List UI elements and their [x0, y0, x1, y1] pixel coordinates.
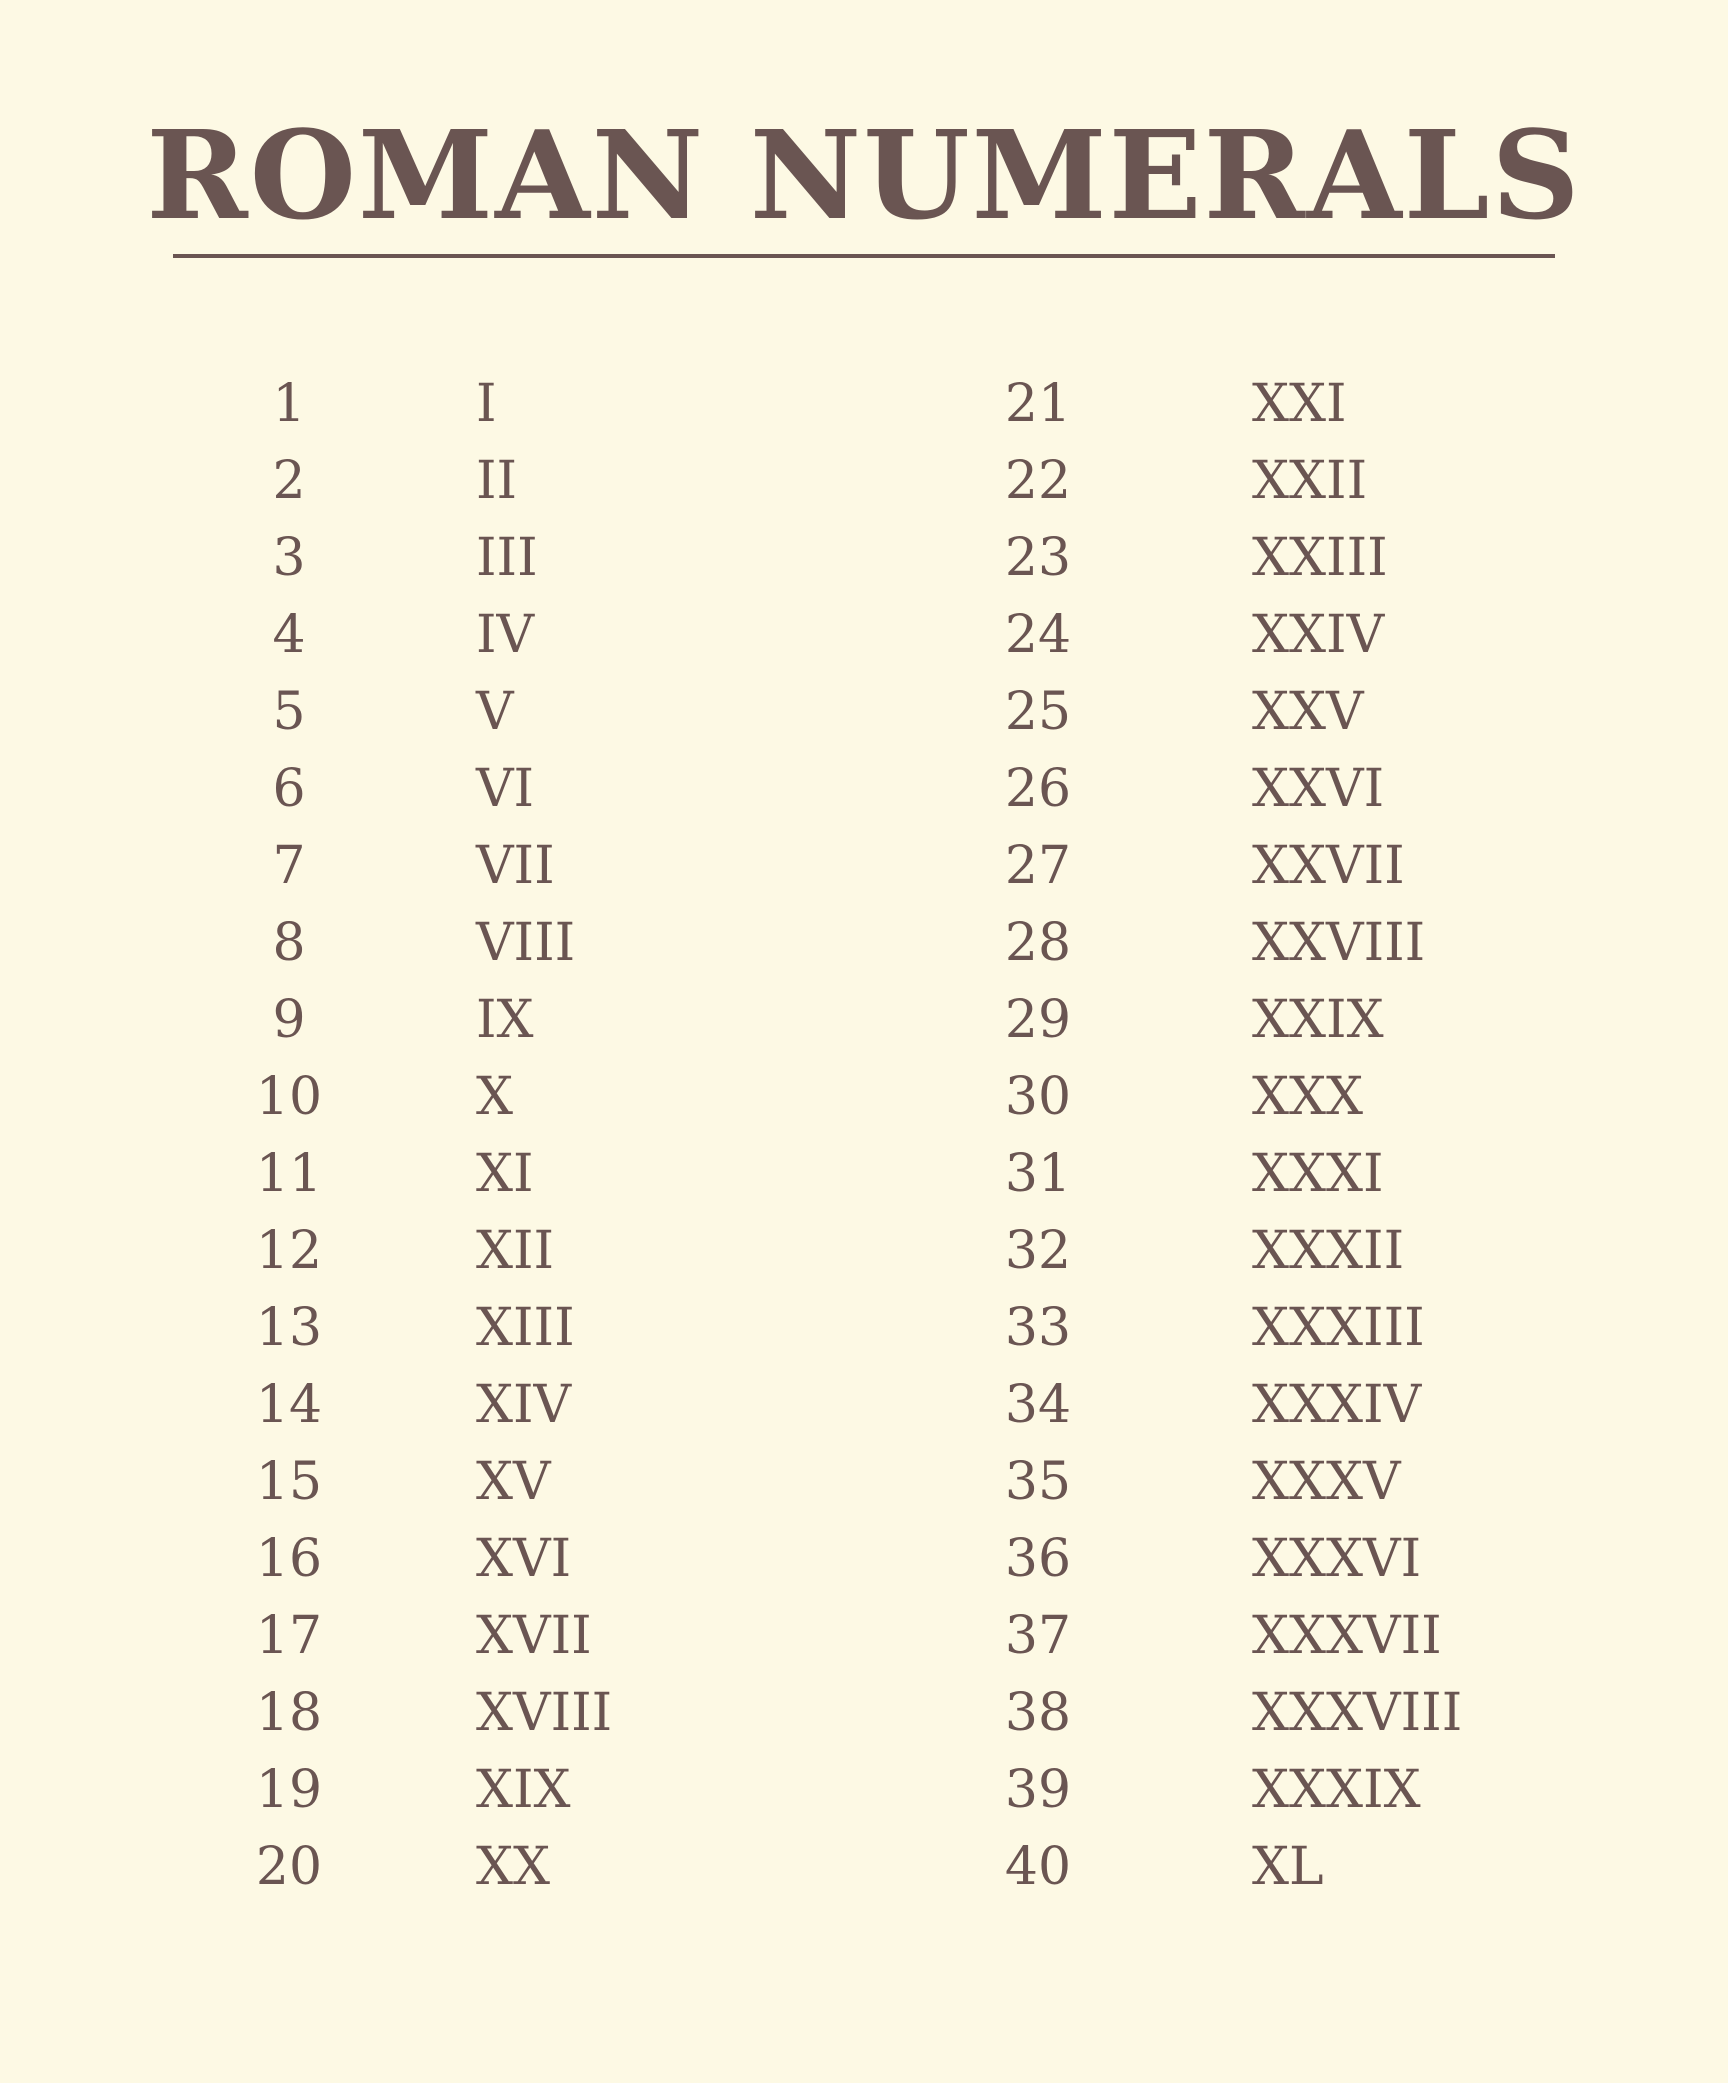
roman-numeral: XXXV: [1252, 1452, 1401, 1512]
roman-numeral: IV: [476, 605, 535, 665]
numeral-row: [0, 1675, 860, 1752]
arabic-number: 14: [255, 1375, 323, 1435]
arabic-number: 10: [255, 1067, 323, 1127]
roman-numeral: XVI: [476, 1529, 572, 1589]
arabic-number: 34: [1004, 1375, 1072, 1435]
numeral-row: [0, 443, 860, 520]
numeral-row: [0, 1059, 860, 1136]
arabic-number: 11: [255, 1144, 323, 1204]
arabic-number: 32: [1004, 1221, 1072, 1281]
arabic-number: 35: [1004, 1452, 1072, 1512]
numeral-row: [0, 982, 860, 1059]
roman-numeral: XV: [476, 1452, 551, 1512]
roman-numeral: XXVIII: [1252, 913, 1426, 973]
arabic-number: 19: [255, 1760, 323, 1820]
arabic-number: 37: [1004, 1606, 1072, 1666]
roman-numeral: XXIX: [1252, 990, 1384, 1050]
arabic-number: 31: [1004, 1144, 1072, 1204]
arabic-number: 39: [1004, 1760, 1072, 1820]
arabic-number: 21: [1004, 374, 1072, 434]
roman-numeral: XXXVIII: [1252, 1683, 1463, 1743]
arabic-number: 30: [1004, 1067, 1072, 1127]
numeral-row: [860, 520, 1728, 597]
numeral-row: [860, 905, 1728, 982]
numeral-row: [860, 1367, 1728, 1444]
arabic-number: 28: [1004, 913, 1072, 973]
numeral-row: [0, 1444, 860, 1521]
roman-numeral: XI: [476, 1144, 534, 1204]
numeral-column-right: [860, 366, 1728, 1906]
roman-numeral: XIII: [476, 1298, 575, 1358]
arabic-number: 40: [1004, 1837, 1072, 1897]
roman-numeral: VII: [476, 836, 555, 896]
arabic-number: 27: [1004, 836, 1072, 896]
numeral-row: [0, 751, 860, 828]
arabic-number: 3: [272, 528, 306, 588]
numeral-row: [860, 1444, 1728, 1521]
numeral-row: [860, 982, 1728, 1059]
numeral-row: [0, 1136, 860, 1213]
roman-numeral: X: [476, 1067, 514, 1127]
numeral-row: [860, 1752, 1728, 1829]
numeral-row: [860, 366, 1728, 443]
roman-numeral: XXXII: [1252, 1221, 1405, 1281]
arabic-number: 17: [255, 1606, 323, 1666]
numeral-row: [860, 1290, 1728, 1367]
page-title: ROMAN NUMERALS: [146, 103, 1582, 247]
numeral-row: [0, 1367, 860, 1444]
roman-numeral: XX: [476, 1837, 551, 1897]
numeral-row: [860, 674, 1728, 751]
arabic-number: 25: [1004, 682, 1072, 742]
arabic-number: 26: [1004, 759, 1072, 819]
roman-numeral: XXVII: [1252, 836, 1405, 896]
numeral-row: [860, 751, 1728, 828]
roman-numeral: XVII: [476, 1606, 592, 1666]
arabic-number: 12: [255, 1221, 323, 1281]
arabic-number: 20: [255, 1837, 323, 1897]
numeral-row: [860, 597, 1728, 674]
numeral-row: [0, 828, 860, 905]
roman-numeral: XII: [476, 1221, 555, 1281]
arabic-number: 2: [272, 451, 306, 511]
numeral-row: [0, 674, 860, 751]
roman-numeral: I: [476, 374, 497, 434]
arabic-number: 13: [255, 1298, 323, 1358]
arabic-number: 16: [255, 1529, 323, 1589]
roman-numeral: XXXI: [1252, 1144, 1384, 1204]
roman-numeral: IX: [476, 990, 534, 1050]
arabic-number: 22: [1004, 451, 1072, 511]
numeral-column-left: [0, 366, 860, 1906]
roman-numeral: III: [476, 528, 538, 588]
roman-numeral: XL: [1252, 1837, 1324, 1897]
numeral-row: [860, 1136, 1728, 1213]
roman-numeral: XXXIX: [1252, 1760, 1421, 1820]
roman-numeral: XXXVII: [1252, 1606, 1442, 1666]
numeral-row: [0, 1521, 860, 1598]
roman-numeral: XXV: [1252, 682, 1364, 742]
arabic-number: 38: [1004, 1683, 1072, 1743]
roman-numeral: II: [476, 451, 518, 511]
numeral-row: [860, 1598, 1728, 1675]
arabic-number: 1: [272, 374, 306, 434]
numeral-row: [860, 1213, 1728, 1290]
roman-numeral: XXXIII: [1252, 1298, 1425, 1358]
arabic-number: 4: [272, 605, 306, 665]
title-divider: [173, 254, 1555, 258]
numeral-row: [860, 1675, 1728, 1752]
arabic-number: 8: [272, 913, 306, 973]
roman-numeral: XXIV: [1252, 605, 1385, 665]
arabic-number: 9: [272, 990, 306, 1050]
arabic-number: 29: [1004, 990, 1072, 1050]
numeral-row: [0, 1752, 860, 1829]
roman-numeral: VI: [476, 759, 535, 819]
arabic-number: 18: [255, 1683, 323, 1743]
arabic-number: 7: [272, 836, 306, 896]
numeral-row: [0, 520, 860, 597]
numeral-row: [0, 1290, 860, 1367]
roman-numeral: XXXVI: [1252, 1529, 1422, 1589]
numeral-row: [860, 1521, 1728, 1598]
numeral-row: [860, 828, 1728, 905]
roman-numeral: XIX: [476, 1760, 571, 1820]
arabic-number: 24: [1004, 605, 1072, 665]
numeral-row: [0, 905, 860, 982]
numeral-row: [860, 1059, 1728, 1136]
arabic-number: 36: [1004, 1529, 1072, 1589]
numeral-row: [0, 597, 860, 674]
numeral-row: [860, 1829, 1728, 1906]
arabic-number: 23: [1004, 528, 1072, 588]
roman-numeral: XVIII: [476, 1683, 613, 1743]
roman-numeral: XXX: [1252, 1067, 1364, 1127]
arabic-number: 6: [272, 759, 306, 819]
roman-numeral: XXIII: [1252, 528, 1388, 588]
roman-numeral: XIV: [476, 1375, 572, 1435]
numeral-row: [0, 366, 860, 443]
roman-numeral: XXII: [1252, 451, 1368, 511]
roman-numeral: V: [476, 682, 514, 742]
numeral-row: [0, 1829, 860, 1906]
numeral-row: [860, 443, 1728, 520]
arabic-number: 15: [255, 1452, 323, 1512]
roman-numeral: XXVI: [1252, 759, 1385, 819]
roman-numeral: VIII: [476, 913, 576, 973]
roman-numeral: XXXIV: [1252, 1375, 1422, 1435]
roman-numeral: XXI: [1252, 374, 1347, 434]
arabic-number: 5: [272, 682, 306, 742]
arabic-number: 33: [1004, 1298, 1072, 1358]
numeral-row: [0, 1598, 860, 1675]
numeral-row: [0, 1213, 860, 1290]
